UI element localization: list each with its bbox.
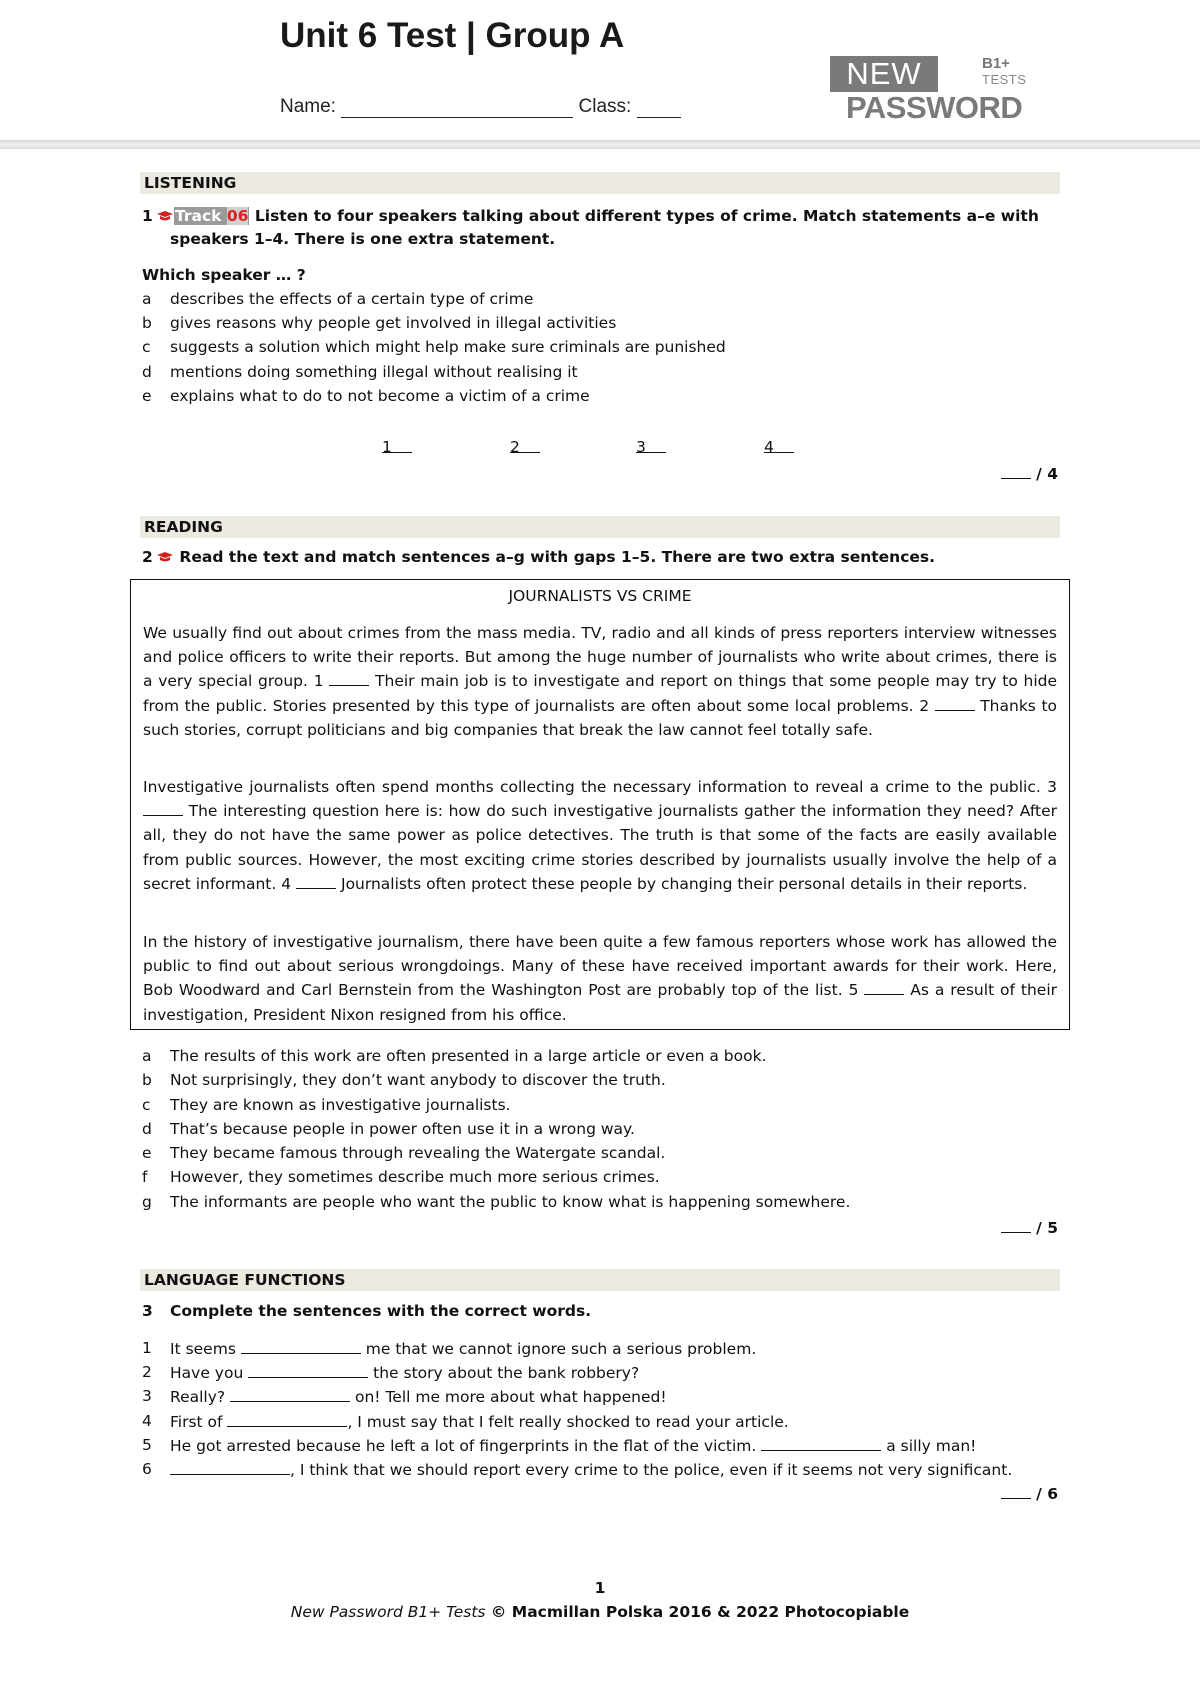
statement-list <box>142 288 1042 409</box>
reading-text-box <box>130 579 1070 1030</box>
list-item: d That’s because people in power often use it in a wrong way. <box>142 1119 635 1138</box>
answer-field[interactable] <box>248 1361 368 1378</box>
answer-field[interactable] <box>761 1434 881 1451</box>
reading-paragraph-2: Investigative journalists often spend months collecting the necessary information to reveal a crime to the public. 3 The interesting question here is: how do such investigative journalists gather the information they need? After all, they do not have the same power as police detectives. The truth is that some of the facts are easily available from public sources. However, the most exciting crime stories described by journalists usually involve the help of a secret informant. 4 Journalists often protect these people by changing their personal details in their reports. <box>143 778 1057 893</box>
list-item: 3 Really? on! Tell me more about what happened! <box>142 1387 667 1407</box>
gap-3[interactable] <box>143 801 183 816</box>
listening-heading: LISTENING <box>140 172 1060 194</box>
reading-heading: READING <box>140 516 1060 538</box>
new-password-logo <box>830 54 1040 126</box>
list-item: a The results of this work are often presented in a large article or even a book. <box>142 1047 767 1065</box>
language-score: / 6 <box>1001 1482 1058 1505</box>
list-item: f However, they sometimes describe much more serious crimes. <box>142 1168 660 1187</box>
task-number: 3 <box>142 1302 153 1320</box>
logo-tests: TESTS <box>982 72 1027 87</box>
reading-instruction <box>142 546 935 568</box>
reading-paragraph-3: In the history of investigative journalism, there have been quite a few famous reporters whose work has allowed the public to find out about serious wrongdoings. Many of these have received important awards for their work. Here, Bob Woodward and Carl Bernstein from the Washington Post are probably top of the list. 5 As a result of their investigation, President Nixon resigned from his office. <box>143 933 1058 1024</box>
listening-question: Which speaker … ? <box>142 266 306 284</box>
sentence-list <box>142 1045 1042 1215</box>
list-item: c They are known as investigative journalists. <box>142 1095 511 1114</box>
task-number: 1 <box>142 207 153 225</box>
task-number: 2 <box>142 548 153 566</box>
reading-score: / 5 <box>1001 1216 1058 1239</box>
list-item: 6 , I think that we should report every crime to the police, even if it seems not very significant. <box>142 1459 1013 1479</box>
listening-instruction <box>142 205 1039 227</box>
reading-text-title: JOURNALISTS VS CRIME <box>508 587 692 605</box>
answer-field[interactable] <box>170 1458 290 1475</box>
list-item: b gives reasons why people get involved in illegal activities <box>142 314 617 333</box>
graduation-cap-icon <box>156 551 174 563</box>
reading-paragraph-1: We usually find out about crimes from the mass media. TV, radio and all kinds of press reporters interview witnesses and police officers to write their reports. But among the huge number of journalists who write about crimes, there is a very special group. 1 Their main job is to investigate and report on things that some people may try to hide from the public. Stories presented by this type of journalists are often about some local problems. 2 Thanks to such stories, corrupt politicians and big companies that break the law cannot feel totally safe. <box>143 624 1058 739</box>
answer-field[interactable] <box>241 1337 361 1354</box>
list-item: b Not surprisingly, they don’t want anybody to discover the truth. <box>142 1071 666 1090</box>
reading-instruction-text: Read the text and match sentences a–g with gaps 1–5. There are two extra sentences. <box>179 548 936 566</box>
logo-level: B1+ <box>982 55 1010 72</box>
listening-score: / 4 <box>1001 462 1058 485</box>
gap-2[interactable] <box>935 696 975 711</box>
list-item: a describes the effects of a certain type of crime <box>142 290 534 308</box>
list-item: e explains what to do to not become a victim of a crime <box>142 386 590 405</box>
answer-field[interactable] <box>230 1385 350 1402</box>
list-item: 1 It seems me that we cannot ignore such a serious problem. <box>142 1339 757 1358</box>
graduation-cap-icon <box>156 210 174 222</box>
name-field[interactable] <box>341 99 573 118</box>
language-items <box>142 1337 1062 1482</box>
class-field[interactable] <box>637 99 681 118</box>
list-item: e They became famous through revealing the Watergate scandal. <box>142 1144 666 1163</box>
list-item: 4 First of , I must say that I felt really shocked to read your article. <box>142 1411 789 1431</box>
header-divider <box>0 140 1200 149</box>
gap-4[interactable] <box>296 874 336 889</box>
gap-1[interactable] <box>329 671 369 686</box>
list-item: d mentions doing something illegal without realising it <box>142 362 578 381</box>
language-instruction: 3 Complete the sentences with the correct words. <box>142 1302 592 1320</box>
instruction-text-2: speakers 1–4. There is one extra statement. <box>170 230 556 248</box>
logo-new: NEW <box>830 56 938 92</box>
language-functions-heading: LANGUAGE FUNCTIONS <box>140 1269 1060 1291</box>
list-item: c suggests a solution which might help make sure criminals are punished <box>142 338 726 357</box>
page-title: Unit 6 Test | Group A <box>280 16 625 55</box>
instruction-text-1: Listen to four speakers talking about different types of crime. Match statements a–e with <box>254 207 1039 225</box>
name-label: Name: <box>280 96 336 117</box>
name-class-row <box>280 96 681 118</box>
list-item: 2 Have you the story about the bank robbery? <box>142 1363 640 1383</box>
track-label[interactable]: Track 06 <box>175 207 249 225</box>
gap-5[interactable] <box>864 980 904 995</box>
logo-password: PASSWORD <box>846 90 1023 125</box>
list-item: g The informants are people who want the public to know what is happening somewhere. <box>142 1192 851 1211</box>
class-label: Class: <box>578 96 632 117</box>
page-number: 1 <box>594 1579 606 1597</box>
copyright-footer: New Password B1+ Tests © Macmillan Polska 2016 & 2022 Photocopiable <box>290 1603 910 1621</box>
list-item: 5 He got arrested because he left a lot of fingerprints in the flat of the victim. a silly man! <box>142 1435 977 1455</box>
answer-field[interactable] <box>227 1410 347 1427</box>
